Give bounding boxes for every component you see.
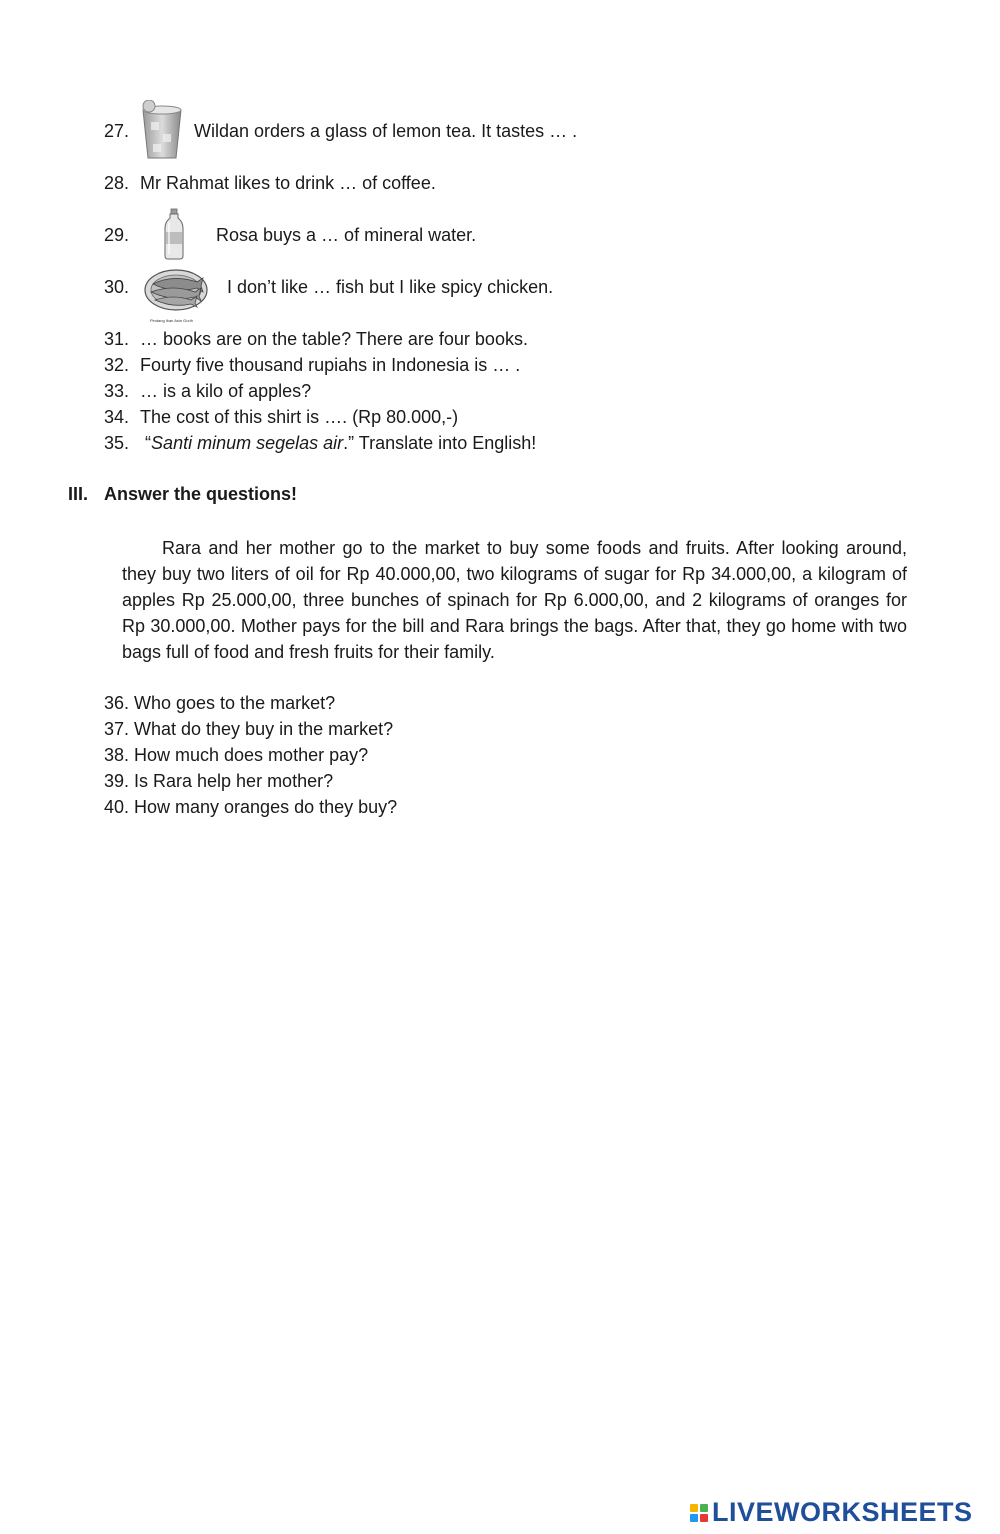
question-number: 33. [104,381,130,401]
section-title: Answer the questions! [104,484,298,504]
question-text: The cost of this shirt is …. (Rp 80.000,-) [140,407,459,427]
glass-icon [137,100,187,167]
question-38 [104,744,368,766]
logo-block [700,1504,708,1512]
passage-text: Rara and her mother go to the market to buy some foods and fruits. After looking around, they buy two liters of oil for Rp 40.000,00, two kilograms of sugar for Rp 34.000,00, a kilogram of apples Rp 25.000,00, three bunches of spinach for Rp 6.000,00, and 2 kilograms of oranges for Rp 30.000,00. Mother pays for the bill and Rara brings the bags. After that, they go home with two bags full of food and fresh fruits for their family. [122,538,907,662]
question-text: What do they buy in the market? [134,719,394,739]
question-text: Mr Rahmat likes to drink … of coffee. [140,173,436,193]
question-27 [104,120,129,142]
question-number: 36. [104,693,130,713]
question-text: How many oranges do they buy? [134,797,398,817]
question-number: 38. [104,745,130,765]
question-number: 28. [104,173,130,193]
question-number: 29. [104,225,130,245]
question-number: 32. [104,355,130,375]
question-35 [104,432,536,454]
logo-block [690,1504,698,1512]
question-number: 31. [104,329,130,349]
question-number: 34. [104,407,130,427]
question-text: How much does mother pay? [134,745,369,765]
question-number: 40. [104,797,130,817]
question-number: 39. [104,771,130,791]
fish-caption: Pindang Ikan Asin Gurih [150,318,193,323]
logo-blocks-icon [690,1504,708,1522]
bottle-icon [163,208,185,265]
liveworksheets-logo [690,1497,973,1528]
reading-passage [122,535,907,665]
section-number: III. [68,484,89,504]
question-31 [104,328,528,350]
question-text [145,433,536,453]
question-37 [104,718,393,740]
italic-sentence: Santi minum segelas air [151,433,344,453]
question-text: Who goes to the market? [134,693,336,713]
question-29-text: Rosa buys a … of mineral water. [216,225,477,245]
question-39 [104,770,333,792]
fish-plate-icon [143,268,209,323]
question-text: … books are on the table? There are four books. [140,329,528,349]
question-number: 35. [104,433,130,453]
question-number: 27. [104,121,130,141]
question-text: Is Rara help her mother? [134,771,334,791]
question-number: 37. [104,719,130,739]
question-40 [104,796,397,818]
question-28 [104,172,436,194]
logo-block [690,1514,698,1522]
question-instruction: .” Translate into English! [343,433,537,453]
question-30-text: I don’t like … fish but I like spicy chicken. [227,277,554,297]
question-number: 30. [104,277,130,297]
question-33 [104,380,311,402]
logo-text: LIVEWORKSHEETS [712,1497,973,1527]
question-text: Fourty five thousand rupiahs in Indonesia is … . [140,355,521,375]
question-36 [104,692,335,714]
question-32 [104,354,520,376]
section-heading [68,484,297,505]
logo-block [700,1514,708,1522]
question-text: … is a kilo of apples? [140,381,312,401]
quote-open: “ [145,433,152,453]
question-27-text: Wildan orders a glass of lemon tea. It tastes … . [194,121,578,141]
question-30 [104,276,129,298]
question-29 [104,224,129,246]
question-34 [104,406,458,428]
